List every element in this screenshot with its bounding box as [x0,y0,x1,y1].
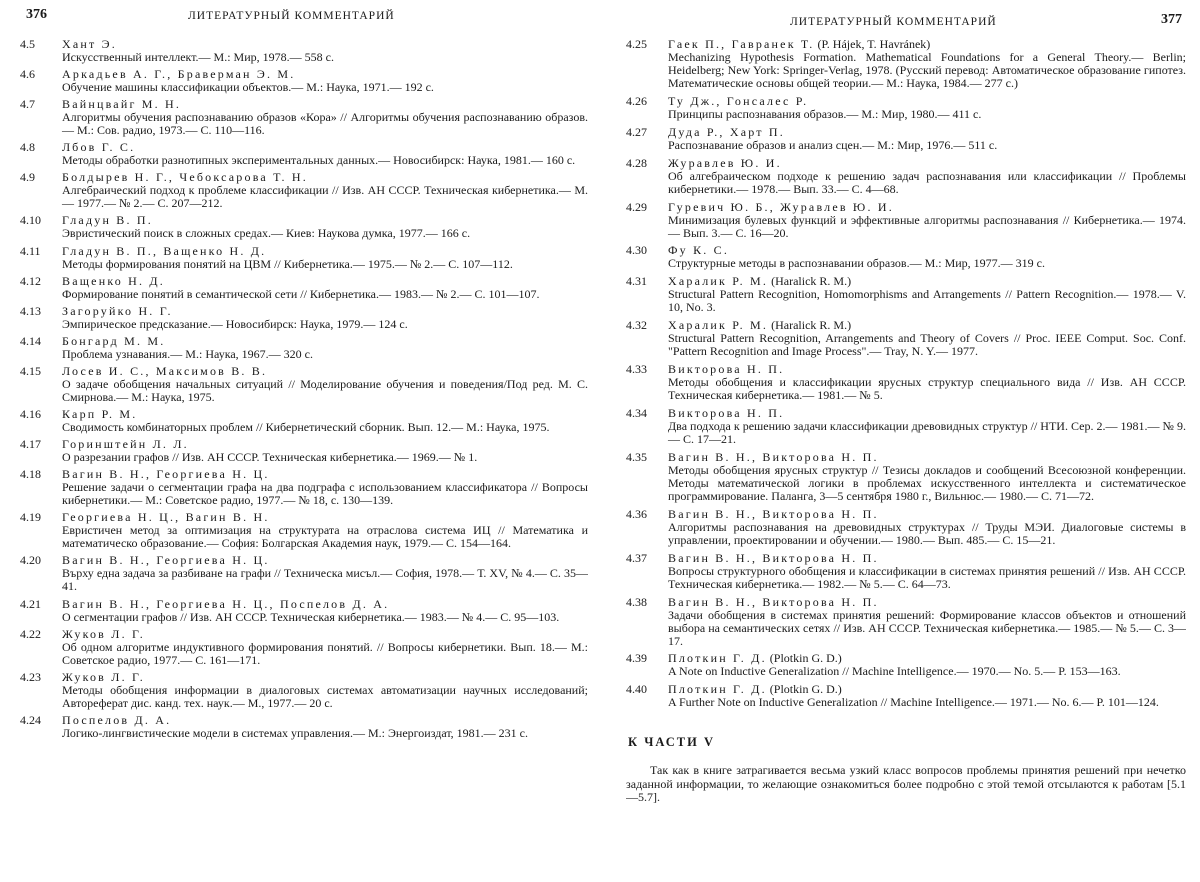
reference-number: 4.18 [20,467,41,482]
reference-text: Методы обобщения и классификации ярусных структур специального вида // Изв. АН СССР. Техническая кибернетика.— 1981.— № 5. [668,375,1186,403]
reference-text: Евристичен метод за оптимизация на структурата на отраслова система ИЦ // Математика и математическо образование.— София: Болгарская Академия наук, 1979.— С. 154—164. [62,523,588,551]
reference-text: Алгоритмы распознавания на древовидных структурах // Труды МЭИ. Диалоговые системы в управлении, проектировании и обучении.— 1980.— Вып. 485.— С. 15—21. [668,519,1186,547]
reference-text: Формирование понятий в семантической сети // Кибернетика.— 1983.— № 2.— С. 101—107. [62,286,540,301]
reference-authors-latin: (Plotkin G. D.) [769,651,842,666]
reference-authors: Георгиева Н. Ц., Вагин В. Н. [62,510,270,525]
reference-authors-line [62,598,588,611]
reference-authors: Аркадьев А. Г., Браверман Э. М. [62,67,296,82]
reference-number: 4.40 [626,682,647,697]
reference-body [668,451,1186,503]
reference-authors-line [668,95,1186,108]
reference-body [62,305,588,331]
reference-entry [20,335,588,361]
reference-number: 4.9 [20,170,35,185]
reference-number: 4.23 [20,669,41,684]
reference-body [668,407,1186,446]
reference-authors: Харалик Р. М. [668,318,769,333]
reference-authors-line [668,157,1186,170]
reference-body [62,335,588,361]
reference-authors: Викторова Н. П. [668,406,785,421]
reference-number: 4.27 [626,124,647,139]
reference-body [668,683,1186,709]
reference-number: 4.22 [20,626,41,641]
reference-number: 4.28 [626,155,647,170]
reference-entry [626,407,1186,446]
reference-body [668,244,1186,270]
reference-authors: Лбов Г. С. [62,140,136,155]
reference-authors-line [668,596,1186,609]
reference-body [62,245,588,271]
reference-entry [626,319,1186,358]
reference-entry [20,38,588,64]
reference-text: Structural Pattern Recognition, Arrangements and Theory of Covers // Proc. IEEE Comput. Soc. Conf. "Pattern Recognition and Image Process".— Tray, N. Y.— 1977. [668,331,1186,359]
reference-entry [20,171,588,210]
reference-text: Върху една задача за разбиване на графи // Техническа мисъл.— София, 1978.— Т. XV, № 4.— С. 35—41. [62,566,588,594]
reference-number: 4.26 [626,93,647,108]
right-page [626,0,1186,882]
reference-entry [626,652,1186,678]
reference-entry [20,365,588,404]
reference-entry [626,244,1186,270]
reference-number: 4.15 [20,363,41,378]
reference-authors: Вагин В. Н., Викторова Н. П. [668,506,879,521]
reference-authors: Ту Дж., Гонсалес Р. [668,93,809,108]
reference-number: 4.13 [20,303,41,318]
reference-number: 4.29 [626,199,647,214]
reference-authors-line [668,552,1186,565]
reference-list [20,38,588,740]
left-page [20,0,588,882]
reference-number: 4.7 [20,97,35,112]
reference-entry [626,126,1186,152]
reference-authors-line [62,365,588,378]
reference-number: 4.32 [626,318,647,333]
reference-text: Принципы распознавания образов.— М.: Мир, 1980.— 411 с. [668,106,982,121]
reference-entry [626,363,1186,402]
reference-body [668,552,1186,591]
reference-authors-latin: (Haralick R. M.) [771,274,852,289]
reference-authors: Вагин В. Н., Георгиева Н. Ц. [62,467,270,482]
reference-authors: Горинштейн Л. Л. [62,437,189,452]
reference-body [62,628,588,667]
reference-entry [626,683,1186,709]
reference-entry [20,275,588,301]
reference-text: Проблема узнавания.— М.: Наука, 1967.— 320 с. [62,346,313,361]
reference-authors: Жуков Л. Г. [62,669,145,684]
reference-entry [20,511,588,550]
reference-authors: Гуревич Ю. Б., Журавлев Ю. И. [668,199,894,214]
reference-text: Искусственный интеллект.— М.: Мир, 1978.— 558 с. [62,50,334,64]
reference-body [668,157,1186,196]
reference-body [62,98,588,137]
reference-authors: Бонгард М. М. [62,333,166,348]
reference-authors: Викторова Н. П. [668,362,785,377]
reference-number: 4.31 [626,274,647,289]
reference-entry [626,508,1186,547]
reference-text: Методы обобщения информации в диалоговых системах автоматизации научных исследований; Автореферат дис. канд. тех. наук.— М., 1977.— 20 с. [62,682,588,710]
reference-authors: Карп Р. М. [62,407,138,422]
left-page-header [20,0,588,36]
reference-authors: Вайнцвайг М. Н. [62,97,182,112]
reference-authors: Болдырев Н. Г., Чебоксарова Т. Н. [62,170,308,185]
reference-text: О разрезании графов // Изв. АН СССР. Техническая кибернетика.— 1969.— № 1. [62,450,478,465]
reference-text: Сводимость комбинаторных проблем // Кибернетический сборник. Вып. 12.— М.: Наука, 1975. [62,420,550,435]
reference-text: Методы обработки разнотипных экспериментальных данных.— Новосибирск: Наука, 1981.— 160 с. [62,153,576,168]
page-number: 376 [26,7,47,22]
reference-authors: Дуда Р., Харт П. [668,124,785,139]
reference-authors: Вагин В. Н., Георгиева Н. Ц. [62,553,270,568]
section-heading: К ЧАСТИ V [628,735,716,750]
reference-authors-latin: (P. Hájek, T. Havránek) [817,37,931,51]
reference-text: Вопросы структурного обобщения и классификации в системах принятия решений // Изв. АН СССР. Техническая кибернетика.— 1982.— № 5.— С. 64—73. [668,563,1186,591]
reference-body [62,38,588,64]
reference-text: Эвристический поиск в сложных средах.— Киев: Наукова думка, 1977.— 166 с. [62,226,471,241]
reference-body [62,214,588,240]
reference-entry [20,408,588,434]
reference-authors: Загоруйко Н. Г. [62,303,173,318]
reference-number: 4.20 [20,553,41,568]
reference-text: Об одном алгоритме индуктивного формирования понятий. // Вопросы кибернетики. Вып. 18.— М.: Советское радио, 1977.— С. 161—171. [62,639,588,667]
reference-number: 4.19 [20,510,41,525]
reference-entry [20,598,588,624]
reference-entry [20,554,588,593]
reference-entry [626,95,1186,121]
reference-body [62,554,588,593]
reference-authors: Гладун В. П., Ващенко Н. Д. [62,243,267,258]
reference-entry [20,245,588,271]
reference-number: 4.17 [20,437,41,452]
reference-body [668,363,1186,402]
reference-body [62,275,588,301]
reference-text: Mechanizing Hypothesis Formation. Mathematical Foundations for a General Theory.— Berlin; Heidelberg; New York: Springer-Verlag, 1978. (Русский перевод: Автоматическое образование гипотез. Математические основы общей теории.— М.: Наука, 1984.— 277 с.) [668,50,1186,90]
reference-body [62,365,588,404]
reference-entry [20,468,588,507]
reference-authors: Ващенко Н. Д. [62,273,165,288]
reference-authors: Журавлев Ю. И. [668,155,782,170]
reference-body [668,508,1186,547]
reference-entry [20,305,588,331]
reference-number: 4.6 [20,67,35,82]
reference-authors: Вагин В. Н., Георгиева Н. Ц., Поспелов Д. А. [62,596,390,611]
reference-text: О задаче обобщения начальных ситуаций // Моделирование обучения и поведения/Под ред. М. С. Смирнова.— М.: Наука, 1975. [62,376,588,404]
running-head: ЛИТЕРАТУРНЫЙ КОММЕНТАРИЙ [790,16,997,28]
reference-body [62,408,588,434]
reference-authors-line [62,335,588,348]
reference-body [668,95,1186,121]
reference-number: 4.35 [626,449,647,464]
reference-body [62,141,588,167]
reference-authors: Лосев И. С., Максимов В. В. [62,363,268,378]
reference-number: 4.36 [626,506,647,521]
reference-text: Структурные методы в распознавании образов.— М.: Мир, 1977.— 319 с. [668,256,1045,271]
reference-text: Методы обобщения ярусных структур // Тезисы докладов и сообщений Всесоюзной конференции. Методы математической логики в проблемах искусственного интеллекта и систематическое программирование. Паланга, 3—5 сентября 1980 г., Вильнюс.— 1980.— С. 71—72. [668,462,1186,503]
reference-body [668,596,1186,648]
reference-entry [20,68,588,94]
reference-text: Минимизация булевых функций и эффективные алгоритмы распознавания // Кибернетика.— 1974.— Вып. 3.— С. 16—20. [668,212,1186,240]
reference-number: 4.25 [626,37,647,51]
reference-body [62,438,588,464]
reference-number: 4.10 [20,213,41,228]
reference-authors: Вагин В. Н., Викторова Н. П. [668,594,879,609]
reference-body [62,714,588,740]
reference-number: 4.14 [20,333,41,348]
reference-number: 4.33 [626,362,647,377]
reference-number: 4.16 [20,407,41,422]
page-number: 377 [1161,12,1182,27]
right-page-header [626,0,1186,36]
reference-authors-line [668,201,1186,214]
reference-number: 4.8 [20,140,35,155]
reference-entry [20,214,588,240]
reference-number: 4.11 [20,243,41,258]
reference-authors: Гаек П., Гавранек Т. [668,37,815,51]
reference-text: Задачи обобщения в системах принятия решений: Формирование классов объектов и отношений выбора на семантических сетях // Изв. АН СССР. Техническая кибернетика.— 1985.— № 5.— С. 3—17. [668,607,1186,648]
reference-authors: Фу К. С. [668,243,730,258]
reference-authors-line [668,451,1186,464]
reference-authors-line [62,305,588,318]
reference-entry [626,596,1186,648]
reference-authors: Жуков Л. Г. [62,626,145,641]
reference-authors: Плоткин Г. Д. [668,682,767,697]
reference-body [62,171,588,210]
reference-text: Логико-лингвистические модели в системах управления.— М.: Энергоиздат, 1981.— 231 с. [62,725,529,740]
reference-authors-line [62,628,588,641]
reference-authors-line [62,671,588,684]
reference-body [668,126,1186,152]
reference-entry [20,628,588,667]
reference-text: Методы формирования понятий на ЦВМ // Кибернетика.— 1975.— № 2.— С. 107—112. [62,256,513,271]
reference-number: 4.34 [626,406,647,421]
reference-text: Распознавание образов и анализ сцен.— М.: Мир, 1976.— 511 с. [668,137,998,152]
reference-authors-line [62,245,588,258]
running-head: ЛИТЕРАТУРНЫЙ КОММЕНТАРИЙ [188,10,395,22]
section-paragraph: Так как в книге затрагивается весьма узкий класс вопросов проблемы принятия решений при нечетко заданной информации, то желающие ознакомиться более подробно с этой темой отсылаются к работам [5.1—5.7]. [626,763,1186,805]
reference-text: Алгоритмы обучения распознаванию образов «Кора» // Алгоритмы обучения распознаванию образов.— М.: Сов. радио, 1973.— С. 110—116. [62,110,588,138]
reference-body [668,319,1186,358]
reference-authors: Плоткин Г. Д. [668,651,767,666]
reference-authors-line [668,126,1186,139]
reference-authors-line [62,275,588,288]
reference-entry [20,98,588,137]
reference-body [668,652,1186,678]
reference-body [62,468,588,507]
reference-text: Об алгебраическом подходе к решению задач распознавания или классификации // Проблемы кибернетики.— 1978.— Вып. 33.— С. 4—68. [668,168,1186,196]
reference-authors-line [62,714,588,727]
reference-authors: Харалик Р. М. [668,274,769,289]
reference-entry [626,552,1186,591]
reference-number: 4.37 [626,550,647,565]
reference-number: 4.12 [20,273,41,288]
reference-entry [626,451,1186,503]
reference-entry [626,201,1186,240]
reference-number: 4.30 [626,243,647,258]
reference-number: 4.38 [626,594,647,609]
reference-entry [626,157,1186,196]
reference-entry [20,141,588,167]
reference-entry [626,38,1186,90]
reference-number: 4.24 [20,712,41,727]
reference-authors: Вагин В. Н., Викторова Н. П. [668,449,879,464]
reference-body [62,68,588,94]
reference-entry [20,714,588,740]
reference-number: 4.39 [626,651,647,666]
reference-text: A Further Note on Inductive Generalization // Machine Intelligence.— 1971.— No. 6.— P. 101—124. [668,695,1159,710]
reference-authors-line [668,508,1186,521]
reference-body [668,201,1186,240]
reference-text: Обучение машины классификации объектов.— М.: Наука, 1971.— 192 с. [62,80,434,95]
reference-entry [20,438,588,464]
reference-authors: Поспелов Д. А. [62,712,172,727]
reference-authors: Гладун В. П. [62,213,153,228]
reference-authors: Вагин В. Н., Викторова Н. П. [668,550,879,565]
reference-body [668,275,1186,314]
reference-entry [626,275,1186,314]
reference-text: О сегментации графов // Изв. АН СССР. Техническая кибернетика.— 1983.— № 4.— С. 95—103. [62,609,560,624]
reference-number: 4.5 [20,37,35,51]
reference-authors: Хант Э. [62,37,117,51]
reference-text: Эмпирическое предсказание.— Новосибирск: Наука, 1979.— 124 с. [62,316,408,331]
reference-text: Два подхода к решению задачи классификации древовидных структур // НТИ. Сер. 2.— 1981.— № 9.— С. 17—21. [668,419,1186,447]
reference-body [62,598,588,624]
reference-body [62,511,588,550]
reference-text: Решение задачи о сегментации графа на два подграфа с использованием классификатора // Вопросы кибернетики.— М.: Советское радио, 1977.— № 18, с. 130—139. [62,480,588,508]
reference-text: A Note on Inductive Generalization // Machine Intelligence.— 1970.— No. 5.— P. 153—163. [668,664,1121,679]
reference-text: Structural Pattern Recognition, Homomorphisms and Arrangements // Pattern Recognition.— 1978.— V. 10, No. 3. [668,287,1186,315]
reference-body [668,38,1186,90]
reference-body [62,671,588,710]
reference-number: 4.21 [20,596,41,611]
reference-entry [20,671,588,710]
reference-text: Алгебраический подход к проблеме классификации // Изв. АН СССР. Техническая кибернетика.— М.— 1977.— № 2.— С. 207—212. [62,183,588,211]
reference-authors-latin: (Haralick R. M.) [771,318,852,333]
reference-authors-latin: (Plotkin G. D.) [769,682,842,697]
reference-list [626,38,1186,709]
